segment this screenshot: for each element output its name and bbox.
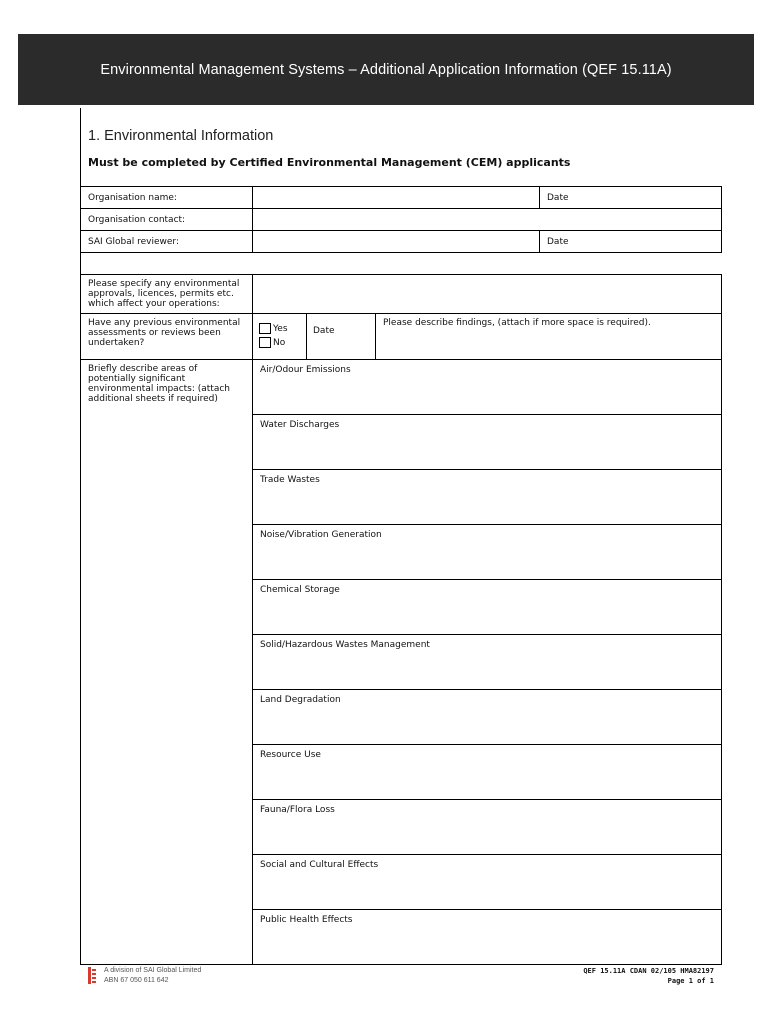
logo-bar-2 (92, 973, 96, 975)
footer-reference (583, 966, 714, 986)
no-checkbox[interactable] (259, 337, 271, 348)
impact-water-discharges-field[interactable] (253, 415, 721, 470)
logo-bar-left (88, 967, 91, 984)
org-contact-row (81, 209, 722, 231)
org-name-field[interactable] (253, 187, 540, 209)
impacts-inner-table (253, 360, 721, 964)
previous-date-label: Date (313, 326, 335, 336)
logo-bar-3 (92, 977, 96, 979)
impact-air-odour-field[interactable] (253, 360, 721, 415)
previous-date-field[interactable] (307, 314, 376, 360)
impact-noise-vibration-field[interactable] (253, 525, 721, 580)
org-date-field[interactable] (540, 187, 722, 209)
impact-label: Resource Use (260, 750, 321, 760)
impact-fauna-flora-loss-field[interactable] (253, 800, 721, 855)
footer-division-line1: A division of SAI Global Limited (104, 967, 202, 974)
impacts-label: Briefly describe areas of potentially significant environmental impacts: (attach additional sheets if required) (81, 360, 253, 965)
impact-label: Fauna/Flora Loss (260, 805, 335, 815)
impact-solid-hazardous-wastes-field[interactable] (253, 635, 721, 690)
environmental-info-form (80, 186, 722, 965)
spacer-row (81, 253, 722, 275)
org-name-row (81, 187, 722, 209)
yes-no-options (253, 314, 307, 360)
impact-label: Noise/Vibration Generation (260, 530, 382, 540)
impact-label: Social and Cultural Effects (260, 860, 379, 870)
previous-assessments-label: Have any previous environmental assessments or reviews been undertaken? (81, 314, 253, 360)
impact-label: Solid/Hazardous Wastes Management (260, 640, 430, 650)
section-subtitle: Must be completed by Certified Environmental Management (CEM) applicants (88, 156, 571, 169)
previous-assessments-row (81, 314, 722, 360)
impact-chemical-storage-field[interactable] (253, 580, 721, 635)
sai-global-logo-icon (88, 967, 96, 984)
impact-trade-wastes-field[interactable] (253, 470, 721, 525)
reviewer-field[interactable] (253, 231, 540, 253)
impact-label: Air/Odour Emissions (260, 365, 351, 375)
impact-label: Water Discharges (260, 420, 340, 430)
impact-resource-use-field[interactable] (253, 745, 721, 800)
reviewer-row (81, 231, 722, 253)
footer-form-code: QEF 15.11A CDAN 02/105 HMA82197 (583, 967, 714, 975)
logo-bar-4 (92, 981, 96, 983)
footer-abn: ABN 67 050 611 642 (104, 977, 169, 984)
yes-checkbox[interactable] (259, 323, 271, 334)
impact-label: Trade Wastes (260, 475, 320, 485)
footer-page-number: Page 1 of 1 (667, 977, 714, 985)
org-date-label: Date (547, 192, 569, 203)
reviewer-date-label: Date (547, 236, 569, 247)
approvals-row (81, 275, 722, 314)
approvals-label: Please specify any environmental approvals, licences, permits etc. which affect your operations: (81, 275, 253, 314)
footer-division-text (104, 966, 201, 986)
document-title: Environmental Management Systems – Additional Application Information (QEF 15.11A) (100, 61, 672, 78)
impact-social-cultural-field[interactable] (253, 855, 721, 910)
approvals-field[interactable] (253, 275, 722, 314)
reviewer-label: SAI Global reviewer: (81, 231, 253, 253)
section-title: 1. Environmental Information (88, 128, 274, 144)
logo-bar-1 (92, 969, 96, 971)
impacts-row (81, 360, 722, 965)
findings-field[interactable] (376, 314, 722, 360)
yes-label: Yes (273, 324, 288, 334)
impact-land-degradation-field[interactable] (253, 690, 721, 745)
header-bar (18, 34, 754, 105)
findings-label: Please describe findings, (attach if more space is required). (383, 318, 651, 328)
impact-label: Public Health Effects (260, 915, 353, 925)
reviewer-date-field[interactable] (540, 231, 722, 253)
impact-label: Land Degradation (260, 695, 341, 705)
org-name-label: Organisation name: (81, 187, 253, 209)
no-label: No (273, 338, 286, 348)
org-contact-label: Organisation contact: (81, 209, 253, 231)
impact-label: Chemical Storage (260, 585, 340, 595)
org-contact-field[interactable] (253, 209, 722, 231)
impacts-list (253, 360, 722, 965)
impact-public-health-field[interactable] (253, 910, 721, 965)
